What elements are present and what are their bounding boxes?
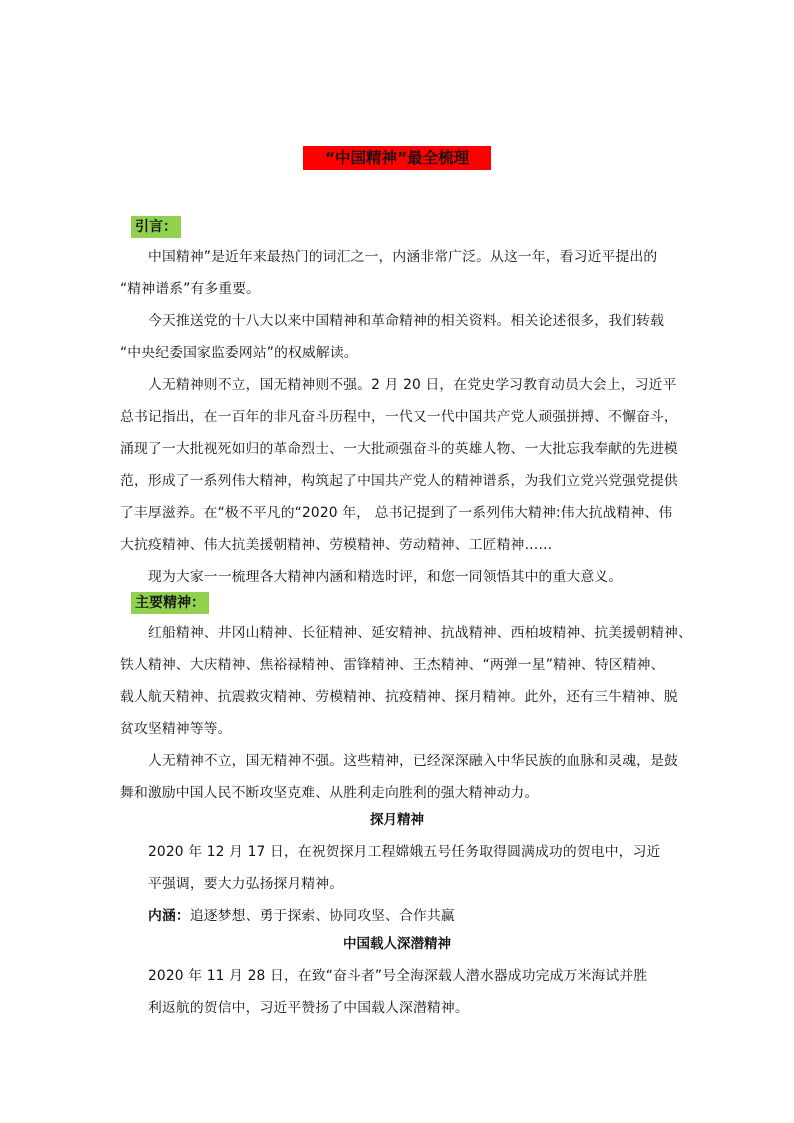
document-title: “中国精神”最全梳理	[303, 146, 491, 170]
section-title-lunar: 探月精神	[370, 812, 424, 828]
intro-heading: 引言：	[131, 216, 181, 238]
main-line-3: 载人航天精神、抗震救灾精神、劳模精神、抗疫精神、探月精神。此外，还有三牛精神、脱	[120, 689, 678, 705]
meaning-text: 追逐梦想、勇于探索、协同攻坚、合作共赢	[189, 908, 455, 924]
section-title-deep-sea: 中国载人深潜精神	[343, 936, 451, 952]
intro-line-3: 今天推送党的十八大以来中国精神和革命精神的相关资料。相关论述很多，我们转载	[148, 313, 665, 329]
main-line-1: 红船精神、井冈山精神、长征精神、延安精神、抗战精神、西柏坡精神、抗美援朝精神、	[148, 625, 692, 641]
intro-line-2: “精神谱系”有多重要。	[120, 281, 261, 297]
intro-line-7: 涌现了一大批视死如归的革命烈士、一大批顽强奋斗的英雄人物、一大批忘我奉献的先进模	[120, 441, 678, 457]
deep-sea-line-1: 2020 年 11 月 28 日，在致“奋斗者”号全海深载人潜水器成功完成万米海试并胜	[148, 968, 648, 984]
main-line-5: 人无精神不立，国无精神不强。这些精神，已经深深融入中华民族的血脉和灵魂，是鼓	[148, 753, 678, 769]
intro-line-9: 了丰厚滋养。在“极不平凡的“2020 年， 总书记提到了一系列伟大精神:伟大抗战精神、伟	[120, 505, 673, 521]
intro-line-4: “中央纪委国家监委网站”的权威解读。	[120, 345, 358, 361]
intro-line-6: 总书记指出，在一百年的非凡奋斗历程中，一代又一代中国共产党人顽强拼搏、不懈奋斗，	[120, 409, 678, 425]
intro-line-5: 人无精神则不立，国无精神则不强。2 月 20 日，在党史学习教育动员大会上，习近平	[148, 377, 677, 393]
main-line-6: 舞和激励中国人民不断攻坚克难、从胜利走向胜利的强大精神动力。	[120, 785, 539, 801]
lunar-line-2: 平强调，要大力弘扬探月精神。	[148, 876, 344, 892]
lunar-meaning	[148, 906, 708, 926]
intro-line-10: 大抗疫精神、伟大抗美援朝精神、劳模精神、劳动精神、工匠精神……	[120, 537, 553, 553]
main-heading: 主要精神：	[131, 592, 209, 614]
lunar-line-1: 2020 年 12 月 17 日，在祝贺探月工程嫦娥五号任务取得圆满成功的贺电中，习近	[148, 844, 661, 860]
deep-sea-line-2: 利返航的贺信中，习近平赞扬了中国载人深潜精神。	[148, 1000, 469, 1016]
meaning-label: 内涵：	[148, 908, 190, 924]
main-line-4: 贫攻坚精神等等。	[120, 721, 232, 737]
intro-line-8: 范，形成了一系列伟大精神，构筑起了中国共产党人的精神谱系，为我们立党兴党强党提供	[120, 473, 678, 489]
intro-line-1: 中国精神”是近年来最热门的词汇之一，内涵非常广泛。从这一年，看习近平提出的	[148, 249, 658, 265]
intro-line-11: 现为大家一一梳理各大精神内涵和精选时评，和您一同领悟其中的重大意义。	[148, 569, 623, 585]
main-line-2: 铁人精神、大庆精神、焦裕禄精神、雷锋精神、王杰精神、“两弹一星”精神、特区精神、	[120, 657, 665, 673]
